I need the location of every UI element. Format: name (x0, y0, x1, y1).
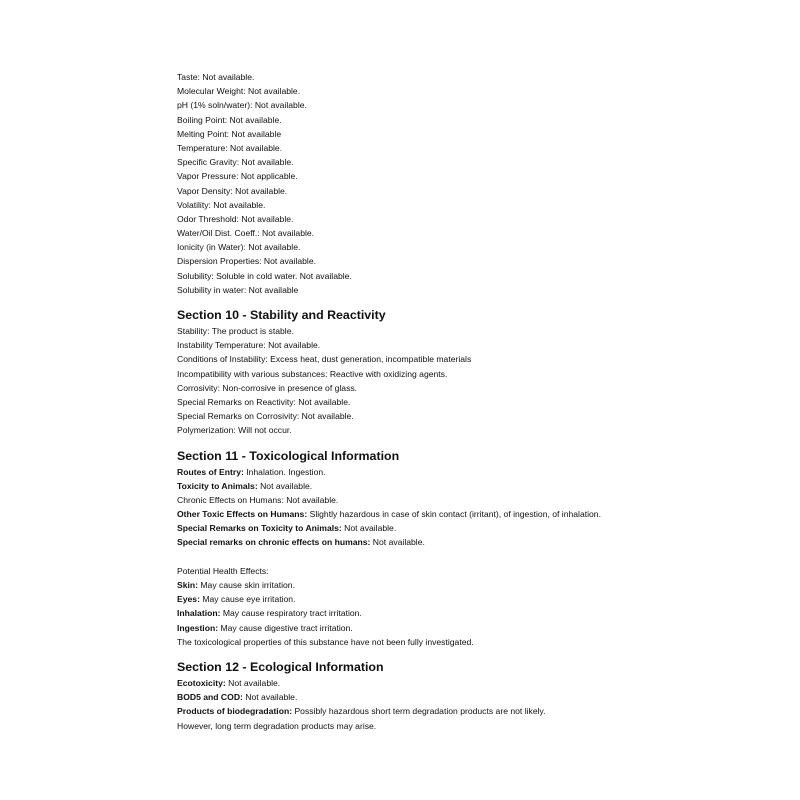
skin-label: Skin: (177, 580, 199, 590)
incompatibility-line: Incompatibility with various substances: Reactive with oxidizing agents. (177, 368, 448, 379)
blank-line (177, 550, 777, 564)
section-11 (177, 448, 777, 649)
routes-of-entry-line (177, 465, 777, 479)
section-12 (177, 659, 777, 733)
special-tox-label: Special Remarks on Toxicity to Animals: (177, 523, 342, 534)
toxicological-note-line: The toxicological properties of this substance have not been fully investigated. (177, 636, 474, 647)
products-label: Products of biodegradation: (177, 706, 293, 717)
toxicity-value: Not available. (257, 480, 313, 491)
special-tox-value: Not available. (341, 523, 397, 534)
toxicity-animals-line (177, 479, 777, 493)
inhalation-label: Inhalation: (177, 608, 221, 619)
property-odor-threshold: Odor Threshold: Not available. (177, 213, 294, 224)
special-chronic-line (177, 535, 777, 549)
property-solubility: Solubility: Soluble in cold water. Not available. (177, 270, 352, 281)
instability-temperature-line: Instability Temperature: Not available. (177, 340, 321, 351)
skin-line (177, 578, 777, 592)
property-water-oil-coeff: Water/Oil Dist. Coeff.: Not available. (177, 228, 315, 239)
property-specific-gravity: Specific Gravity: Not available. (177, 157, 294, 168)
corrosivity-line: Corrosivity: Non-corrosive in presence of glass. (177, 382, 358, 393)
property-melting-point: Melting Point: Not available (177, 128, 282, 139)
section-11-heading: Section 11 - Toxicological Information (177, 448, 400, 463)
biodegradation-line (177, 704, 777, 718)
special-chronic-label: Special remarks on chronic effects on humans: (177, 537, 371, 548)
property-ionicity: Ionicity (in Water): Not available. (177, 242, 301, 253)
ecotoxicity-label: Ecotoxicity: (177, 677, 226, 688)
other-value: Slightly hazardous in case of skin contact (irritant), of ingestion, of inhalation. (307, 509, 601, 520)
physical-properties-list (177, 70, 777, 297)
inhalation-line (177, 606, 777, 620)
property-taste: Taste: Not available. (177, 72, 255, 82)
bod-label: BOD5 and COD: (177, 692, 243, 703)
property-vapor-density: Vapor Density: Not available. (177, 185, 288, 196)
toxicity-label: Toxicity to Animals: (177, 480, 258, 491)
ingestion-line (177, 621, 777, 635)
chronic-effects-line: Chronic Effects on Humans: Not available. (177, 494, 339, 505)
remarks-corrosivity-line: Special Remarks on Corrosivity: Not available. (177, 411, 354, 422)
bod-cod-line (177, 690, 777, 704)
special-chronic-value: Not available. (370, 537, 425, 548)
property-solubility-water: Solubility in water: Not available (177, 284, 299, 295)
skin-value: May cause skin irritation. (198, 580, 295, 590)
long-term-degradation-line: However, long term degradation products may arise. (177, 720, 377, 731)
other-label: Other Toxic Effects on Humans: (177, 509, 308, 520)
eyes-label: Eyes: (177, 594, 200, 605)
property-temperature: Temperature: Not available. (177, 142, 283, 153)
conditions-instability-line: Conditions of Instability: Excess heat, dust generation, incompatible materials (177, 354, 472, 365)
property-vapor-pressure: Vapor Pressure: Not applicable. (177, 171, 298, 182)
products-value: Possibly hazardous short term degradation products are not likely. (292, 706, 546, 717)
special-toxicity-line (177, 521, 777, 535)
eyes-value: May cause eye irritation. (199, 594, 296, 605)
bod-value: Not available. (242, 692, 298, 703)
potential-health-effects-line: Potential Health Effects: (177, 565, 269, 576)
document-page (177, 70, 777, 733)
property-dispersion: Dispersion Properties: Not available. (177, 256, 316, 267)
property-volatility: Volatility: Not available. (177, 199, 266, 210)
ecotoxicity-value: Not available. (225, 677, 281, 688)
section-10 (177, 307, 777, 438)
other-toxic-effects-line (177, 507, 777, 521)
routes-label: Routes of Entry: (177, 466, 244, 477)
polymerization-line: Polymerization: Will not occur. (177, 425, 292, 436)
section-12-heading: Section 12 - Ecological Information (177, 659, 384, 674)
property-ph: pH (1% soln/water): Not available. (177, 100, 307, 111)
property-boiling-point: Boiling Point: Not available. (177, 114, 282, 125)
section-10-heading: Section 10 - Stability and Reactivity (177, 308, 386, 322)
routes-value: Inhalation. Ingestion. (243, 466, 326, 477)
ecotoxicity-line (177, 676, 777, 690)
eyes-line (177, 592, 777, 606)
inhalation-value: May cause respiratory tract irritation. (220, 608, 362, 619)
stability-line: Stability: The product is stable. (177, 326, 294, 336)
remarks-reactivity-line: Special Remarks on Reactivity: Not available. (177, 396, 351, 407)
ingestion-label: Ingestion: (177, 622, 219, 633)
property-molecular-weight: Molecular Weight: Not available. (177, 86, 301, 97)
ingestion-value: May cause digestive tract irritation. (218, 622, 353, 633)
